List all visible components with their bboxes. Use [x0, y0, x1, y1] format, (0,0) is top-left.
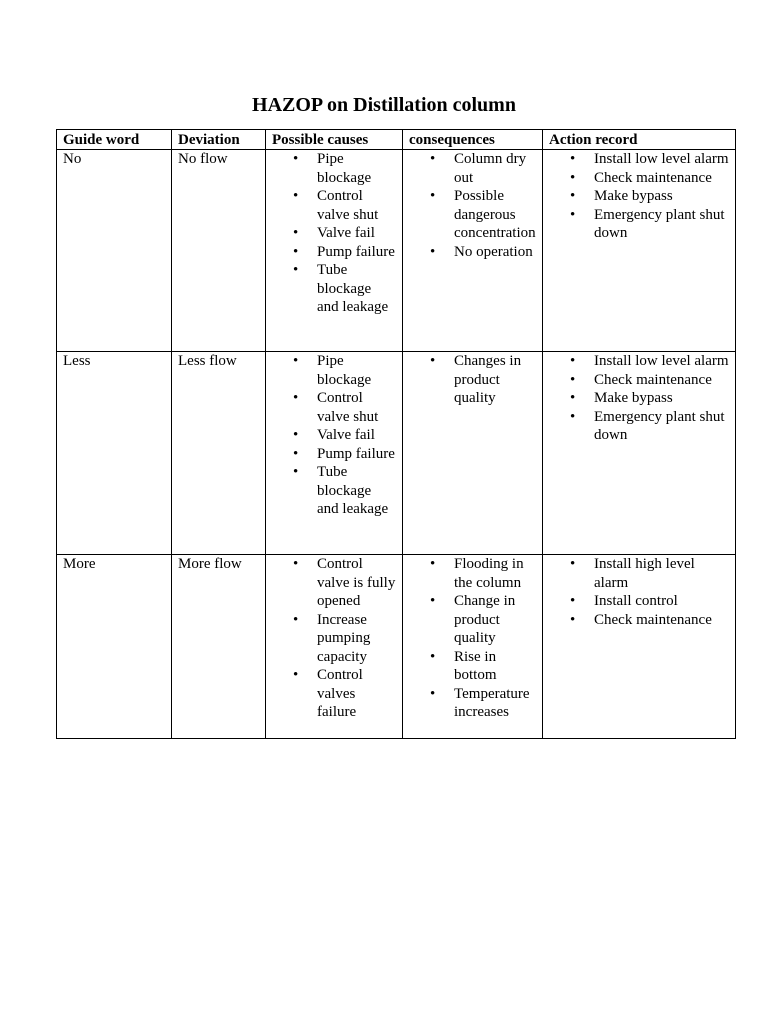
- bullet-icon: •: [293, 556, 299, 572]
- action-item: [549, 555, 729, 592]
- cell-possible-causes: [266, 352, 403, 555]
- cell-deviation: Less flow: [172, 352, 266, 555]
- consequence-item: [409, 648, 536, 685]
- document-title: HAZOP on Distillation column: [252, 94, 516, 116]
- cell-consequences: [403, 555, 543, 739]
- bullet-list: [549, 352, 729, 445]
- bullet-text: Make bypass: [594, 188, 673, 204]
- bullet-icon: •: [430, 593, 436, 609]
- cell-possible-causes: [266, 555, 403, 739]
- action-item: [549, 389, 729, 408]
- bullet-icon: •: [570, 556, 576, 572]
- bullet-icon: •: [430, 243, 436, 260]
- bullet-text: Control valve shut: [317, 188, 379, 223]
- action-item: [549, 592, 729, 611]
- bullet-text: Control valve is fully opened: [317, 556, 396, 609]
- header-guide-word: Guide word: [57, 130, 172, 150]
- bullet-icon: •: [293, 353, 299, 369]
- bullet-text: Control valve shut: [317, 390, 379, 425]
- bullet-text: Valve fail: [317, 427, 375, 443]
- bullet-list: [409, 150, 536, 261]
- bullet-icon: •: [293, 611, 299, 628]
- cause-item: [272, 261, 396, 317]
- cell-guide-word: Less: [57, 352, 172, 555]
- cause-item: [272, 352, 396, 389]
- bullet-text: Column dry out: [454, 151, 527, 186]
- bullet-icon: •: [570, 408, 576, 425]
- bullet-text: Possible dangerous concentration: [454, 188, 536, 241]
- header-possible-causes: Possible causes: [266, 130, 403, 150]
- consequence-item: [409, 243, 536, 262]
- bullet-text: Change in product quality: [454, 593, 516, 646]
- bullet-icon: •: [293, 667, 299, 683]
- cause-item: [272, 426, 396, 445]
- bullet-icon: •: [570, 371, 576, 388]
- consequence-item: [409, 555, 536, 592]
- bullet-icon: •: [293, 151, 299, 167]
- bullet-icon: •: [570, 188, 576, 204]
- cell-action-record: [543, 150, 736, 352]
- cause-item: [272, 243, 396, 262]
- bullet-list: [272, 555, 396, 722]
- consequence-item: [409, 187, 536, 243]
- bullet-text: Emergency plant shut down: [594, 206, 725, 241]
- bullet-text: Check maintenance: [594, 611, 712, 628]
- bullet-icon: •: [293, 262, 299, 278]
- bullet-text: Temperature increases: [454, 685, 530, 720]
- bullet-icon: •: [570, 611, 576, 628]
- bullet-icon: •: [293, 390, 299, 406]
- bullet-text: Tube blockage and leakage: [317, 262, 389, 315]
- bullet-text: Pipe blockage: [317, 353, 372, 388]
- cause-item: [272, 611, 396, 667]
- bullet-icon: •: [430, 353, 436, 369]
- action-item: [549, 611, 729, 630]
- bullet-icon: •: [430, 151, 436, 167]
- table-row: [57, 150, 736, 352]
- table-row: [57, 352, 736, 555]
- bullet-text: Install high level alarm: [594, 556, 695, 591]
- bullet-list: [409, 352, 536, 408]
- consequence-item: [409, 685, 536, 722]
- bullet-text: Install control: [594, 593, 678, 609]
- cause-item: [272, 555, 396, 611]
- cause-item: [272, 463, 396, 519]
- bullet-text: No operation: [454, 243, 533, 260]
- cell-action-record: [543, 352, 736, 555]
- cell-guide-word: More: [57, 555, 172, 739]
- cell-consequences: [403, 352, 543, 555]
- table-body: [57, 150, 736, 739]
- bullet-text: Increase pumping capacity: [317, 611, 371, 665]
- bullet-icon: •: [570, 151, 576, 167]
- action-item: [549, 169, 729, 188]
- bullet-list: [272, 150, 396, 317]
- consequence-item: [409, 150, 536, 187]
- bullet-icon: •: [293, 188, 299, 204]
- action-item: [549, 150, 729, 169]
- bullet-icon: •: [430, 556, 436, 572]
- table-row: [57, 555, 736, 739]
- cell-deviation: No flow: [172, 150, 266, 352]
- cause-item: [272, 150, 396, 187]
- consequence-item: [409, 592, 536, 648]
- bullet-icon: •: [293, 427, 299, 443]
- consequence-item: [409, 352, 536, 408]
- action-item: [549, 352, 729, 371]
- bullet-text: Install low level alarm: [594, 353, 729, 369]
- header-consequences: consequences: [403, 130, 543, 150]
- cell-consequences: [403, 150, 543, 352]
- bullet-text: Make bypass: [594, 390, 673, 406]
- action-item: [549, 206, 729, 243]
- cause-item: [272, 445, 396, 464]
- action-item: [549, 187, 729, 206]
- bullet-list: [272, 352, 396, 519]
- bullet-icon: •: [570, 353, 576, 369]
- bullet-icon: •: [430, 188, 436, 204]
- bullet-list: [409, 555, 536, 722]
- bullet-icon: •: [293, 243, 299, 260]
- action-item: [549, 408, 729, 445]
- cause-item: [272, 187, 396, 224]
- bullet-text: Tube blockage and leakage: [317, 464, 389, 517]
- hazop-table: [56, 129, 736, 739]
- bullet-text: Valve fail: [317, 225, 375, 241]
- bullet-icon: •: [293, 464, 299, 480]
- bullet-icon: •: [430, 648, 436, 665]
- bullet-icon: •: [293, 225, 299, 241]
- header-action-record: Action record: [543, 130, 736, 150]
- bullet-text: Emergency plant shut down: [594, 408, 725, 443]
- bullet-text: Pipe blockage: [317, 151, 372, 186]
- table-header-row: [57, 130, 736, 150]
- bullet-icon: •: [570, 206, 576, 223]
- bullet-text: Check maintenance: [594, 169, 712, 186]
- bullet-icon: •: [570, 593, 576, 609]
- cell-action-record: [543, 555, 736, 739]
- bullet-icon: •: [570, 169, 576, 186]
- cell-guide-word: No: [57, 150, 172, 352]
- bullet-icon: •: [570, 390, 576, 406]
- action-item: [549, 371, 729, 390]
- bullet-text: Check maintenance: [594, 371, 712, 388]
- cause-item: [272, 666, 396, 722]
- bullet-text: Flooding in the column: [454, 556, 524, 591]
- cause-item: [272, 389, 396, 426]
- bullet-text: Install low level alarm: [594, 151, 729, 167]
- cell-deviation: More flow: [172, 555, 266, 739]
- bullet-text: Changes in product quality: [454, 353, 522, 406]
- cause-item: [272, 224, 396, 243]
- bullet-text: Rise in bottom: [454, 648, 497, 683]
- bullet-icon: •: [430, 685, 436, 702]
- bullet-list: [549, 555, 729, 629]
- header-deviation: Deviation: [172, 130, 266, 150]
- cell-possible-causes: [266, 150, 403, 352]
- bullet-icon: •: [293, 445, 299, 462]
- bullet-text: Pump failure: [317, 445, 395, 462]
- bullet-list: [549, 150, 729, 243]
- bullet-text: Control valves failure: [317, 667, 363, 720]
- bullet-text: Pump failure: [317, 243, 395, 260]
